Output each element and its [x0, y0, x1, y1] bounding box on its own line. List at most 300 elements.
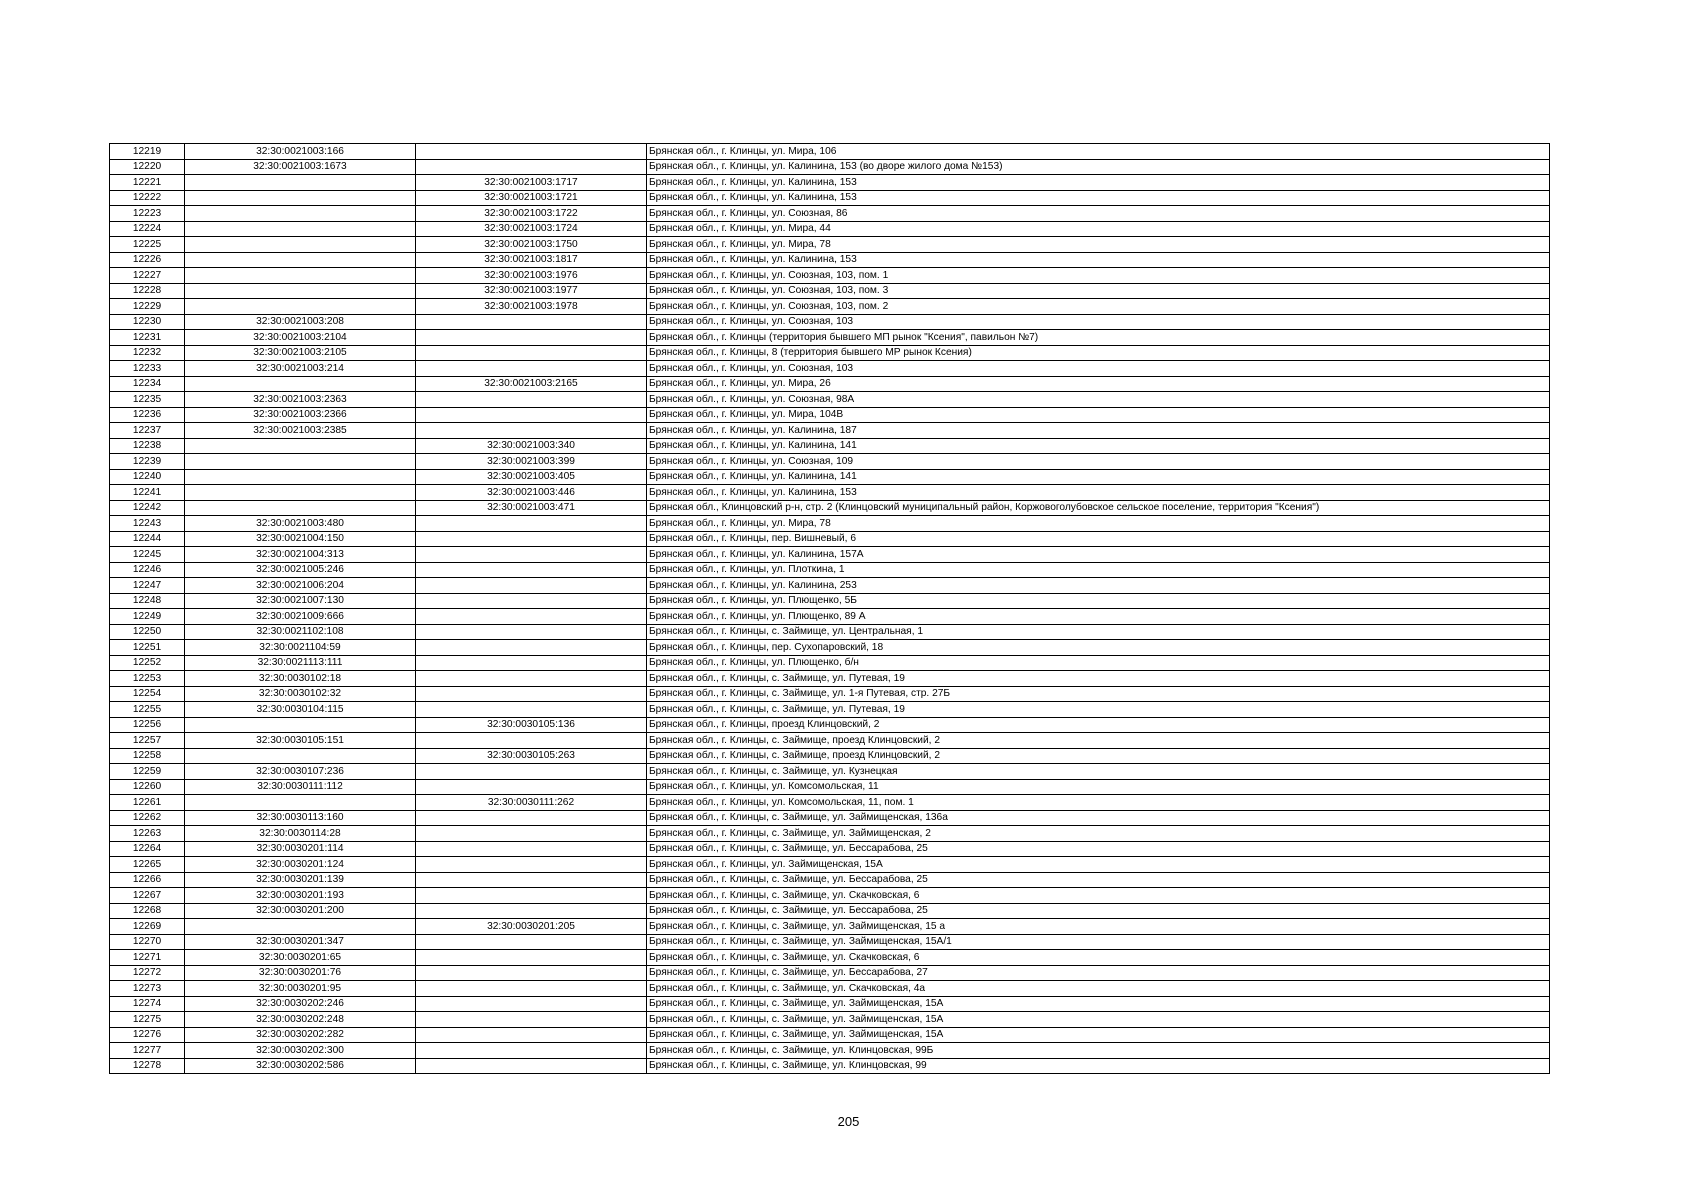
table-row — [110, 810, 1550, 826]
table-row — [110, 469, 1550, 485]
table-row — [110, 872, 1550, 888]
object-cadastral-cell — [416, 965, 647, 981]
row-number-cell: 12246 — [110, 562, 185, 578]
row-number-cell: 12271 — [110, 950, 185, 966]
object-cadastral-cell — [416, 857, 647, 873]
table-row — [110, 795, 1550, 811]
object-cadastral-cell — [416, 547, 647, 563]
object-cadastral-cell — [416, 686, 647, 702]
address-cell: Брянская обл., г. Клинцы, ул. Калинина, 187 — [647, 423, 1550, 439]
object-cadastral-cell — [416, 159, 647, 175]
row-number-cell: 12263 — [110, 826, 185, 842]
object-cadastral-cell: 32:30:0021003:446 — [416, 485, 647, 501]
table-row — [110, 1027, 1550, 1043]
object-cadastral-cell — [416, 1058, 647, 1074]
object-cadastral-cell — [416, 764, 647, 780]
row-number-cell: 12232 — [110, 345, 185, 361]
address-cell: Брянская обл., г. Клинцы, ул. Мира, 78 — [647, 237, 1550, 253]
address-cell: Брянская обл., г. Клинцы, проезд Клинцовский, 2 — [647, 717, 1550, 733]
table-row — [110, 1012, 1550, 1028]
land-cadastral-cell: 32:30:0021003:2366 — [185, 407, 416, 423]
address-cell: Брянская обл., г. Клинцы (территория бывшего МП рынок "Ксения", павильон №7) — [647, 330, 1550, 346]
object-cadastral-cell — [416, 872, 647, 888]
land-cadastral-cell — [185, 175, 416, 191]
land-cadastral-cell — [185, 748, 416, 764]
row-number-cell: 12273 — [110, 981, 185, 997]
object-cadastral-cell — [416, 593, 647, 609]
land-cadastral-cell — [185, 717, 416, 733]
row-number-cell: 12272 — [110, 965, 185, 981]
address-cell: Брянская обл., г. Клинцы, ул. Займищенская, 15А — [647, 857, 1550, 873]
address-cell: Брянская обл., г. Клинцы, ул. Плющенко, 5Б — [647, 593, 1550, 609]
table-row — [110, 841, 1550, 857]
object-cadastral-cell — [416, 578, 647, 594]
object-cadastral-cell — [416, 826, 647, 842]
address-cell: Брянская обл., г. Клинцы, с. Займище, ул. 1-я Путевая, стр. 27Б — [647, 686, 1550, 702]
land-cadastral-cell: 32:30:0021003:2363 — [185, 392, 416, 408]
land-cadastral-cell: 32:30:0021003:214 — [185, 361, 416, 377]
object-cadastral-cell — [416, 531, 647, 547]
object-cadastral-cell — [416, 392, 647, 408]
row-number-cell: 12250 — [110, 624, 185, 640]
land-cadastral-cell: 32:30:0030113:160 — [185, 810, 416, 826]
table-row — [110, 237, 1550, 253]
address-cell: Брянская обл., г. Клинцы, с. Займище, проезд Клинцовский, 2 — [647, 748, 1550, 764]
row-number-cell: 12244 — [110, 531, 185, 547]
table-row — [110, 221, 1550, 237]
land-cadastral-cell: 32:30:0021005:246 — [185, 562, 416, 578]
land-cadastral-cell: 32:30:0030201:139 — [185, 872, 416, 888]
row-number-cell: 12226 — [110, 252, 185, 268]
registry-table — [109, 143, 1550, 1074]
row-number-cell: 12234 — [110, 376, 185, 392]
row-number-cell: 12242 — [110, 500, 185, 516]
address-cell: Брянская обл., г. Клинцы, пер. Вишневый, 6 — [647, 531, 1550, 547]
row-number-cell: 12258 — [110, 748, 185, 764]
row-number-cell: 12264 — [110, 841, 185, 857]
table-row — [110, 671, 1550, 687]
row-number-cell: 12266 — [110, 872, 185, 888]
table-row — [110, 423, 1550, 439]
object-cadastral-cell: 32:30:0021003:1977 — [416, 283, 647, 299]
address-cell: Брянская обл., г. Клинцы, с. Займище, ул. Скачковская, 4а — [647, 981, 1550, 997]
table-row — [110, 144, 1550, 160]
table-row — [110, 903, 1550, 919]
address-cell: Брянская обл., г. Клинцы, ул. Калинина, 153 — [647, 175, 1550, 191]
address-cell: Брянская обл., г. Клинцы, с. Займище, ул. Бессарабова, 25 — [647, 903, 1550, 919]
row-number-cell: 12254 — [110, 686, 185, 702]
address-cell: Брянская обл., г. Клинцы, ул. Калинина, 153 (во дворе жилого дома №153) — [647, 159, 1550, 175]
table-row — [110, 857, 1550, 873]
row-number-cell: 12252 — [110, 655, 185, 671]
address-cell: Брянская обл., г. Клинцы, ул. Плющенко, б/н — [647, 655, 1550, 671]
table-row — [110, 748, 1550, 764]
row-number-cell: 12229 — [110, 299, 185, 315]
table-row — [110, 283, 1550, 299]
table-row — [110, 965, 1550, 981]
row-number-cell: 12220 — [110, 159, 185, 175]
object-cadastral-cell: 32:30:0021003:1978 — [416, 299, 647, 315]
table-row — [110, 438, 1550, 454]
row-number-cell: 12276 — [110, 1027, 185, 1043]
address-cell: Брянская обл., г. Клинцы, ул. Калинина, 141 — [647, 469, 1550, 485]
address-cell: Брянская обл., г. Клинцы, ул. Калинина, 153 — [647, 190, 1550, 206]
land-cadastral-cell: 32:30:0030201:193 — [185, 888, 416, 904]
address-cell: Брянская обл., г. Клинцы, ул. Плющенко, 89 А — [647, 609, 1550, 625]
land-cadastral-cell: 32:30:0021007:130 — [185, 593, 416, 609]
land-cadastral-cell: 32:30:0021004:150 — [185, 531, 416, 547]
row-number-cell: 12222 — [110, 190, 185, 206]
table-row — [110, 609, 1550, 625]
address-cell: Брянская обл., г. Клинцы, ул. Калинина, 141 — [647, 438, 1550, 454]
address-cell: Брянская обл., г. Клинцы, ул. Мира, 104В — [647, 407, 1550, 423]
object-cadastral-cell — [416, 1043, 647, 1059]
object-cadastral-cell — [416, 841, 647, 857]
address-cell: Брянская обл., г. Клинцы, с. Займище, ул. Путевая, 19 — [647, 702, 1550, 718]
address-cell: Брянская обл., г. Клинцы, ул. Комсомольская, 11, пом. 1 — [647, 795, 1550, 811]
object-cadastral-cell — [416, 950, 647, 966]
table-row — [110, 826, 1550, 842]
land-cadastral-cell — [185, 221, 416, 237]
object-cadastral-cell — [416, 903, 647, 919]
row-number-cell: 12219 — [110, 144, 185, 160]
address-cell: Брянская обл., г. Клинцы, с. Займище, ул. Скачковская, 6 — [647, 950, 1550, 966]
object-cadastral-cell: 32:30:0021003:399 — [416, 454, 647, 470]
address-cell: Брянская обл., г. Клинцы, ул. Союзная, 98А — [647, 392, 1550, 408]
land-cadastral-cell: 32:30:0030111:112 — [185, 779, 416, 795]
row-number-cell: 12235 — [110, 392, 185, 408]
row-number-cell: 12237 — [110, 423, 185, 439]
row-number-cell: 12231 — [110, 330, 185, 346]
object-cadastral-cell — [416, 345, 647, 361]
object-cadastral-cell — [416, 655, 647, 671]
land-cadastral-cell — [185, 299, 416, 315]
land-cadastral-cell: 32:30:0021113:111 — [185, 655, 416, 671]
address-cell: Брянская обл., г. Клинцы, с. Займище, ул. Займищенская, 2 — [647, 826, 1550, 842]
table-row — [110, 159, 1550, 175]
row-number-cell: 12274 — [110, 996, 185, 1012]
object-cadastral-cell — [416, 516, 647, 532]
object-cadastral-cell — [416, 996, 647, 1012]
table-row — [110, 950, 1550, 966]
object-cadastral-cell — [416, 733, 647, 749]
row-number-cell: 12245 — [110, 547, 185, 563]
row-number-cell: 12257 — [110, 733, 185, 749]
row-number-cell: 12267 — [110, 888, 185, 904]
address-cell: Брянская обл., г. Клинцы, с. Займище, ул. Скачковская, 6 — [647, 888, 1550, 904]
table-row — [110, 206, 1550, 222]
address-cell: Брянская обл., г. Клинцы, ул. Калинина, 153 — [647, 252, 1550, 268]
table-row — [110, 779, 1550, 795]
address-cell: Брянская обл., г. Клинцы, с. Займище, ул. Кузнецкая — [647, 764, 1550, 780]
row-number-cell: 12233 — [110, 361, 185, 377]
land-cadastral-cell: 32:30:0030201:200 — [185, 903, 416, 919]
table-row — [110, 686, 1550, 702]
object-cadastral-cell: 32:30:0030201:205 — [416, 919, 647, 935]
object-cadastral-cell — [416, 888, 647, 904]
table-row — [110, 1058, 1550, 1074]
object-cadastral-cell: 32:30:0021003:2165 — [416, 376, 647, 392]
row-number-cell: 12227 — [110, 268, 185, 284]
row-number-cell: 12253 — [110, 671, 185, 687]
address-cell: Брянская обл., г. Клинцы, ул. Союзная, 103, пом. 2 — [647, 299, 1550, 315]
land-cadastral-cell: 32:30:0030201:124 — [185, 857, 416, 873]
table-row — [110, 593, 1550, 609]
land-cadastral-cell: 32:30:0021003:2104 — [185, 330, 416, 346]
land-cadastral-cell — [185, 500, 416, 516]
object-cadastral-cell — [416, 562, 647, 578]
table-row — [110, 252, 1550, 268]
land-cadastral-cell — [185, 283, 416, 299]
address-cell: Брянская обл., г. Клинцы, с. Займище, ул. Займищенская, 136а — [647, 810, 1550, 826]
table-row — [110, 733, 1550, 749]
table-row — [110, 624, 1550, 640]
address-cell: Брянская обл., г. Клинцы, ул. Союзная, 86 — [647, 206, 1550, 222]
row-number-cell: 12243 — [110, 516, 185, 532]
object-cadastral-cell: 32:30:0030105:136 — [416, 717, 647, 733]
address-cell: Брянская обл., г. Клинцы, ул. Комсомольская, 11 — [647, 779, 1550, 795]
table-row — [110, 547, 1550, 563]
row-number-cell: 12275 — [110, 1012, 185, 1028]
address-cell: Брянская обл., г. Клинцы, ул. Союзная, 109 — [647, 454, 1550, 470]
land-cadastral-cell: 32:30:0021003:2105 — [185, 345, 416, 361]
row-number-cell: 12261 — [110, 795, 185, 811]
object-cadastral-cell — [416, 407, 647, 423]
land-cadastral-cell: 32:30:0030202:246 — [185, 996, 416, 1012]
table-row — [110, 919, 1550, 935]
land-cadastral-cell: 32:30:0030202:282 — [185, 1027, 416, 1043]
land-cadastral-cell: 32:30:0030107:236 — [185, 764, 416, 780]
table-row — [110, 717, 1550, 733]
land-cadastral-cell — [185, 438, 416, 454]
table-row — [110, 764, 1550, 780]
land-cadastral-cell: 32:30:0030201:347 — [185, 934, 416, 950]
address-cell: Брянская обл., г. Клинцы, пер. Сухопаровский, 18 — [647, 640, 1550, 656]
object-cadastral-cell — [416, 1012, 647, 1028]
land-cadastral-cell — [185, 252, 416, 268]
table-row — [110, 330, 1550, 346]
object-cadastral-cell — [416, 702, 647, 718]
table-row — [110, 485, 1550, 501]
land-cadastral-cell: 32:30:0030201:114 — [185, 841, 416, 857]
row-number-cell: 12221 — [110, 175, 185, 191]
land-cadastral-cell — [185, 206, 416, 222]
table-row — [110, 454, 1550, 470]
object-cadastral-cell — [416, 144, 647, 160]
row-number-cell: 12238 — [110, 438, 185, 454]
row-number-cell: 12256 — [110, 717, 185, 733]
land-cadastral-cell: 32:30:0030102:32 — [185, 686, 416, 702]
object-cadastral-cell — [416, 981, 647, 997]
address-cell: Брянская обл., г. Клинцы, ул. Мира, 26 — [647, 376, 1550, 392]
table-row — [110, 531, 1550, 547]
land-cadastral-cell: 32:30:0021104:59 — [185, 640, 416, 656]
address-cell: Брянская обл., г. Клинцы, с. Займище, ул. Займищенская, 15А — [647, 1027, 1550, 1043]
table-row — [110, 702, 1550, 718]
land-cadastral-cell — [185, 268, 416, 284]
table-row — [110, 1043, 1550, 1059]
land-cadastral-cell: 32:30:0030202:300 — [185, 1043, 416, 1059]
land-cadastral-cell — [185, 919, 416, 935]
land-cadastral-cell: 32:30:0021003:166 — [185, 144, 416, 160]
address-cell: Брянская обл., Клинцовский р-н, стр. 2 (Клинцовский муниципальный район, Коржовоголубовское сельское поселение, территория "Ксения") — [647, 500, 1550, 516]
land-cadastral-cell: 32:30:0021003:2385 — [185, 423, 416, 439]
object-cadastral-cell: 32:30:0030111:262 — [416, 795, 647, 811]
address-cell: Брянская обл., г. Клинцы, с. Займище, ул. Бессарабова, 27 — [647, 965, 1550, 981]
object-cadastral-cell: 32:30:0030105:263 — [416, 748, 647, 764]
object-cadastral-cell — [416, 361, 647, 377]
land-cadastral-cell: 32:30:0030201:95 — [185, 981, 416, 997]
table-body — [110, 144, 1550, 1074]
row-number-cell: 12269 — [110, 919, 185, 935]
object-cadastral-cell: 32:30:0021003:1717 — [416, 175, 647, 191]
land-cadastral-cell: 32:30:0021003:1673 — [185, 159, 416, 175]
address-cell: Брянская обл., г. Клинцы, с. Займище, проезд Клинцовский, 2 — [647, 733, 1550, 749]
object-cadastral-cell — [416, 330, 647, 346]
land-cadastral-cell: 32:30:0021006:204 — [185, 578, 416, 594]
row-number-cell: 12278 — [110, 1058, 185, 1074]
land-cadastral-cell — [185, 237, 416, 253]
address-cell: Брянская обл., г. Клинцы, с. Займище, ул. Путевая, 19 — [647, 671, 1550, 687]
row-number-cell: 12270 — [110, 934, 185, 950]
row-number-cell: 12239 — [110, 454, 185, 470]
table-row — [110, 500, 1550, 516]
object-cadastral-cell — [416, 671, 647, 687]
row-number-cell: 12277 — [110, 1043, 185, 1059]
address-cell: Брянская обл., г. Клинцы, с. Займище, ул. Займищенская, 15А — [647, 996, 1550, 1012]
table-row — [110, 314, 1550, 330]
land-cadastral-cell: 32:30:0030202:586 — [185, 1058, 416, 1074]
land-cadastral-cell — [185, 485, 416, 501]
row-number-cell: 12251 — [110, 640, 185, 656]
table-row — [110, 361, 1550, 377]
table-row — [110, 888, 1550, 904]
land-cadastral-cell: 32:30:0030202:248 — [185, 1012, 416, 1028]
object-cadastral-cell: 32:30:0021003:1976 — [416, 268, 647, 284]
row-number-cell: 12240 — [110, 469, 185, 485]
address-cell: Брянская обл., г. Клинцы, с. Займище, ул. Займищенская, 15А/1 — [647, 934, 1550, 950]
table-row — [110, 640, 1550, 656]
address-cell: Брянская обл., г. Клинцы, ул. Союзная, 103 — [647, 314, 1550, 330]
object-cadastral-cell: 32:30:0021003:1722 — [416, 206, 647, 222]
address-cell: Брянская обл., г. Клинцы, ул. Союзная, 103, пом. 1 — [647, 268, 1550, 284]
address-cell: Брянская обл., г. Клинцы, с. Займище, ул. Бессарабова, 25 — [647, 841, 1550, 857]
land-cadastral-cell — [185, 469, 416, 485]
land-cadastral-cell — [185, 190, 416, 206]
land-cadastral-cell: 32:30:0021009:666 — [185, 609, 416, 625]
table-row — [110, 268, 1550, 284]
row-number-cell: 12224 — [110, 221, 185, 237]
object-cadastral-cell — [416, 609, 647, 625]
land-cadastral-cell: 32:30:0030201:65 — [185, 950, 416, 966]
object-cadastral-cell — [416, 423, 647, 439]
table-row — [110, 516, 1550, 532]
land-cadastral-cell: 32:30:0021003:480 — [185, 516, 416, 532]
table-row — [110, 578, 1550, 594]
address-cell: Брянская обл., г. Клинцы, ул. Мира, 44 — [647, 221, 1550, 237]
land-cadastral-cell — [185, 795, 416, 811]
object-cadastral-cell: 32:30:0021003:1817 — [416, 252, 647, 268]
land-cadastral-cell: 32:30:0030114:28 — [185, 826, 416, 842]
land-cadastral-cell: 32:30:0021102:108 — [185, 624, 416, 640]
address-cell: Брянская обл., г. Клинцы, ул. Калинина, 157А — [647, 547, 1550, 563]
row-number-cell: 12268 — [110, 903, 185, 919]
address-cell: Брянская обл., г. Клинцы, ул. Калинина, 153 — [647, 485, 1550, 501]
table-row — [110, 299, 1550, 315]
table-row — [110, 934, 1550, 950]
object-cadastral-cell — [416, 624, 647, 640]
table-row — [110, 376, 1550, 392]
row-number-cell: 12230 — [110, 314, 185, 330]
row-number-cell: 12262 — [110, 810, 185, 826]
land-cadastral-cell: 32:30:0030102:18 — [185, 671, 416, 687]
table-row — [110, 175, 1550, 191]
address-cell: Брянская обл., г. Клинцы, с. Займище, ул. Центральная, 1 — [647, 624, 1550, 640]
object-cadastral-cell — [416, 810, 647, 826]
land-cadastral-cell — [185, 454, 416, 470]
land-cadastral-cell: 32:30:0030201:76 — [185, 965, 416, 981]
row-number-cell: 12248 — [110, 593, 185, 609]
table-row — [110, 190, 1550, 206]
row-number-cell: 12225 — [110, 237, 185, 253]
address-cell: Брянская обл., г. Клинцы, ул. Мира, 106 — [647, 144, 1550, 160]
object-cadastral-cell: 32:30:0021003:1724 — [416, 221, 647, 237]
object-cadastral-cell: 32:30:0021003:340 — [416, 438, 647, 454]
table-row — [110, 345, 1550, 361]
row-number-cell: 12228 — [110, 283, 185, 299]
address-cell: Брянская обл., г. Клинцы, ул. Союзная, 103 — [647, 361, 1550, 377]
table-row — [110, 996, 1550, 1012]
address-cell: Брянская обл., г. Клинцы, ул. Калинина, 253 — [647, 578, 1550, 594]
row-number-cell: 12255 — [110, 702, 185, 718]
land-cadastral-cell: 32:30:0021004:313 — [185, 547, 416, 563]
land-cadastral-cell: 32:30:0021003:208 — [185, 314, 416, 330]
object-cadastral-cell — [416, 314, 647, 330]
row-number-cell: 12265 — [110, 857, 185, 873]
address-cell: Брянская обл., г. Клинцы, с. Займище, ул. Клинцовская, 99 — [647, 1058, 1550, 1074]
row-number-cell: 12259 — [110, 764, 185, 780]
object-cadastral-cell: 32:30:0021003:471 — [416, 500, 647, 516]
row-number-cell: 12249 — [110, 609, 185, 625]
row-number-cell: 12223 — [110, 206, 185, 222]
object-cadastral-cell: 32:30:0021003:1750 — [416, 237, 647, 253]
object-cadastral-cell — [416, 640, 647, 656]
address-cell: Брянская обл., г. Клинцы, с. Займище, ул. Клинцовская, 99Б — [647, 1043, 1550, 1059]
table-row — [110, 392, 1550, 408]
table-row — [110, 981, 1550, 997]
row-number-cell: 12247 — [110, 578, 185, 594]
address-cell: Брянская обл., г. Клинцы, с. Займище, ул. Займищенская, 15А — [647, 1012, 1550, 1028]
table-row — [110, 655, 1550, 671]
address-cell: Брянская обл., г. Клинцы, ул. Мира, 78 — [647, 516, 1550, 532]
object-cadastral-cell: 32:30:0021003:405 — [416, 469, 647, 485]
row-number-cell: 12241 — [110, 485, 185, 501]
land-cadastral-cell — [185, 376, 416, 392]
address-cell: Брянская обл., г. Клинцы, с. Займище, ул. Бессарабова, 25 — [647, 872, 1550, 888]
table-row — [110, 407, 1550, 423]
land-cadastral-cell: 32:30:0030105:151 — [185, 733, 416, 749]
object-cadastral-cell — [416, 934, 647, 950]
address-cell: Брянская обл., г. Клинцы, ул. Плоткина, 1 — [647, 562, 1550, 578]
address-cell: Брянская обл., г. Клинцы, 8 (территория бывшего МР рынок Ксения) — [647, 345, 1550, 361]
address-cell: Брянская обл., г. Клинцы, ул. Союзная, 103, пом. 3 — [647, 283, 1550, 299]
object-cadastral-cell — [416, 1027, 647, 1043]
table-row — [110, 562, 1550, 578]
row-number-cell: 12236 — [110, 407, 185, 423]
page-number: 205 — [837, 1114, 860, 1129]
row-number-cell: 12260 — [110, 779, 185, 795]
land-cadastral-cell: 32:30:0030104:115 — [185, 702, 416, 718]
